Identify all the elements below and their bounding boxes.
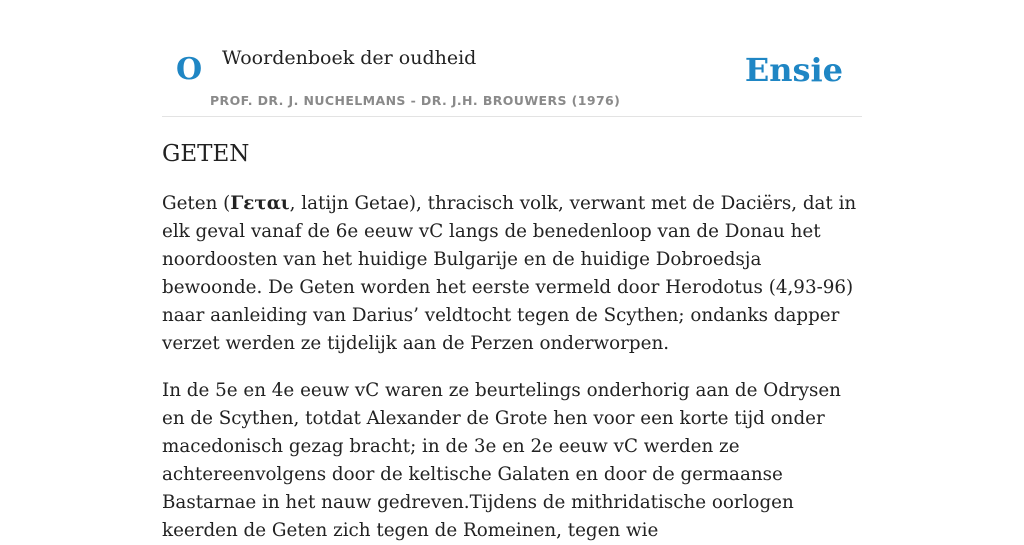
entry-title: GETEN	[162, 141, 250, 167]
paragraph-text: Geten (	[162, 193, 231, 214]
entry-content	[162, 136, 862, 545]
entry-paragraph-2: In de 5e en 4e eeuw vC waren ze beurtelings onderhorig aan de Odrysen en de Scythen, totdat Alexander de Grote hen voor een korte tijd onder macedonisch gezag bracht; in de 3e en 2e eeuw vC werden ze achtereenvolgens door de keltische Galaten en door de germaanse Bastarnae in het nauw gedreven.Tijdens de mithridatische oorlogen keerden de Geten zich tegen de Romeinen, tegen wie	[162, 380, 841, 541]
ensie-logo[interactable]: Ensie	[744, 51, 843, 89]
letter-badge[interactable]: O	[176, 52, 203, 87]
paragraph-text: , latijn Getae), thracisch volk, verwant met de Daciërs, dat in elk geval vanaf de 6e eeuw vC langs de benedenloop van de Donau het noordoosten van het huidige Bulgarije en de huidige Dobroedsja bewoonde. De Geten worden het eerste vermeld door Herodotus (4,93-96) naar aanleiding van Darius’ veldtocht tegen de Scythen; ondanks dapper verzet werden ze tijdelijk aan de Perzen onderworpen.	[162, 193, 857, 354]
book-authors: PROF. DR. J. NUCHELMANS - DR. J.H. BROUWERS (1976)	[210, 93, 621, 108]
book-title[interactable]: Woordenboek der oudheid	[222, 47, 477, 69]
entry-paragraph-1	[162, 190, 862, 358]
greek-term: Γεται	[230, 193, 290, 214]
header	[162, 0, 862, 117]
